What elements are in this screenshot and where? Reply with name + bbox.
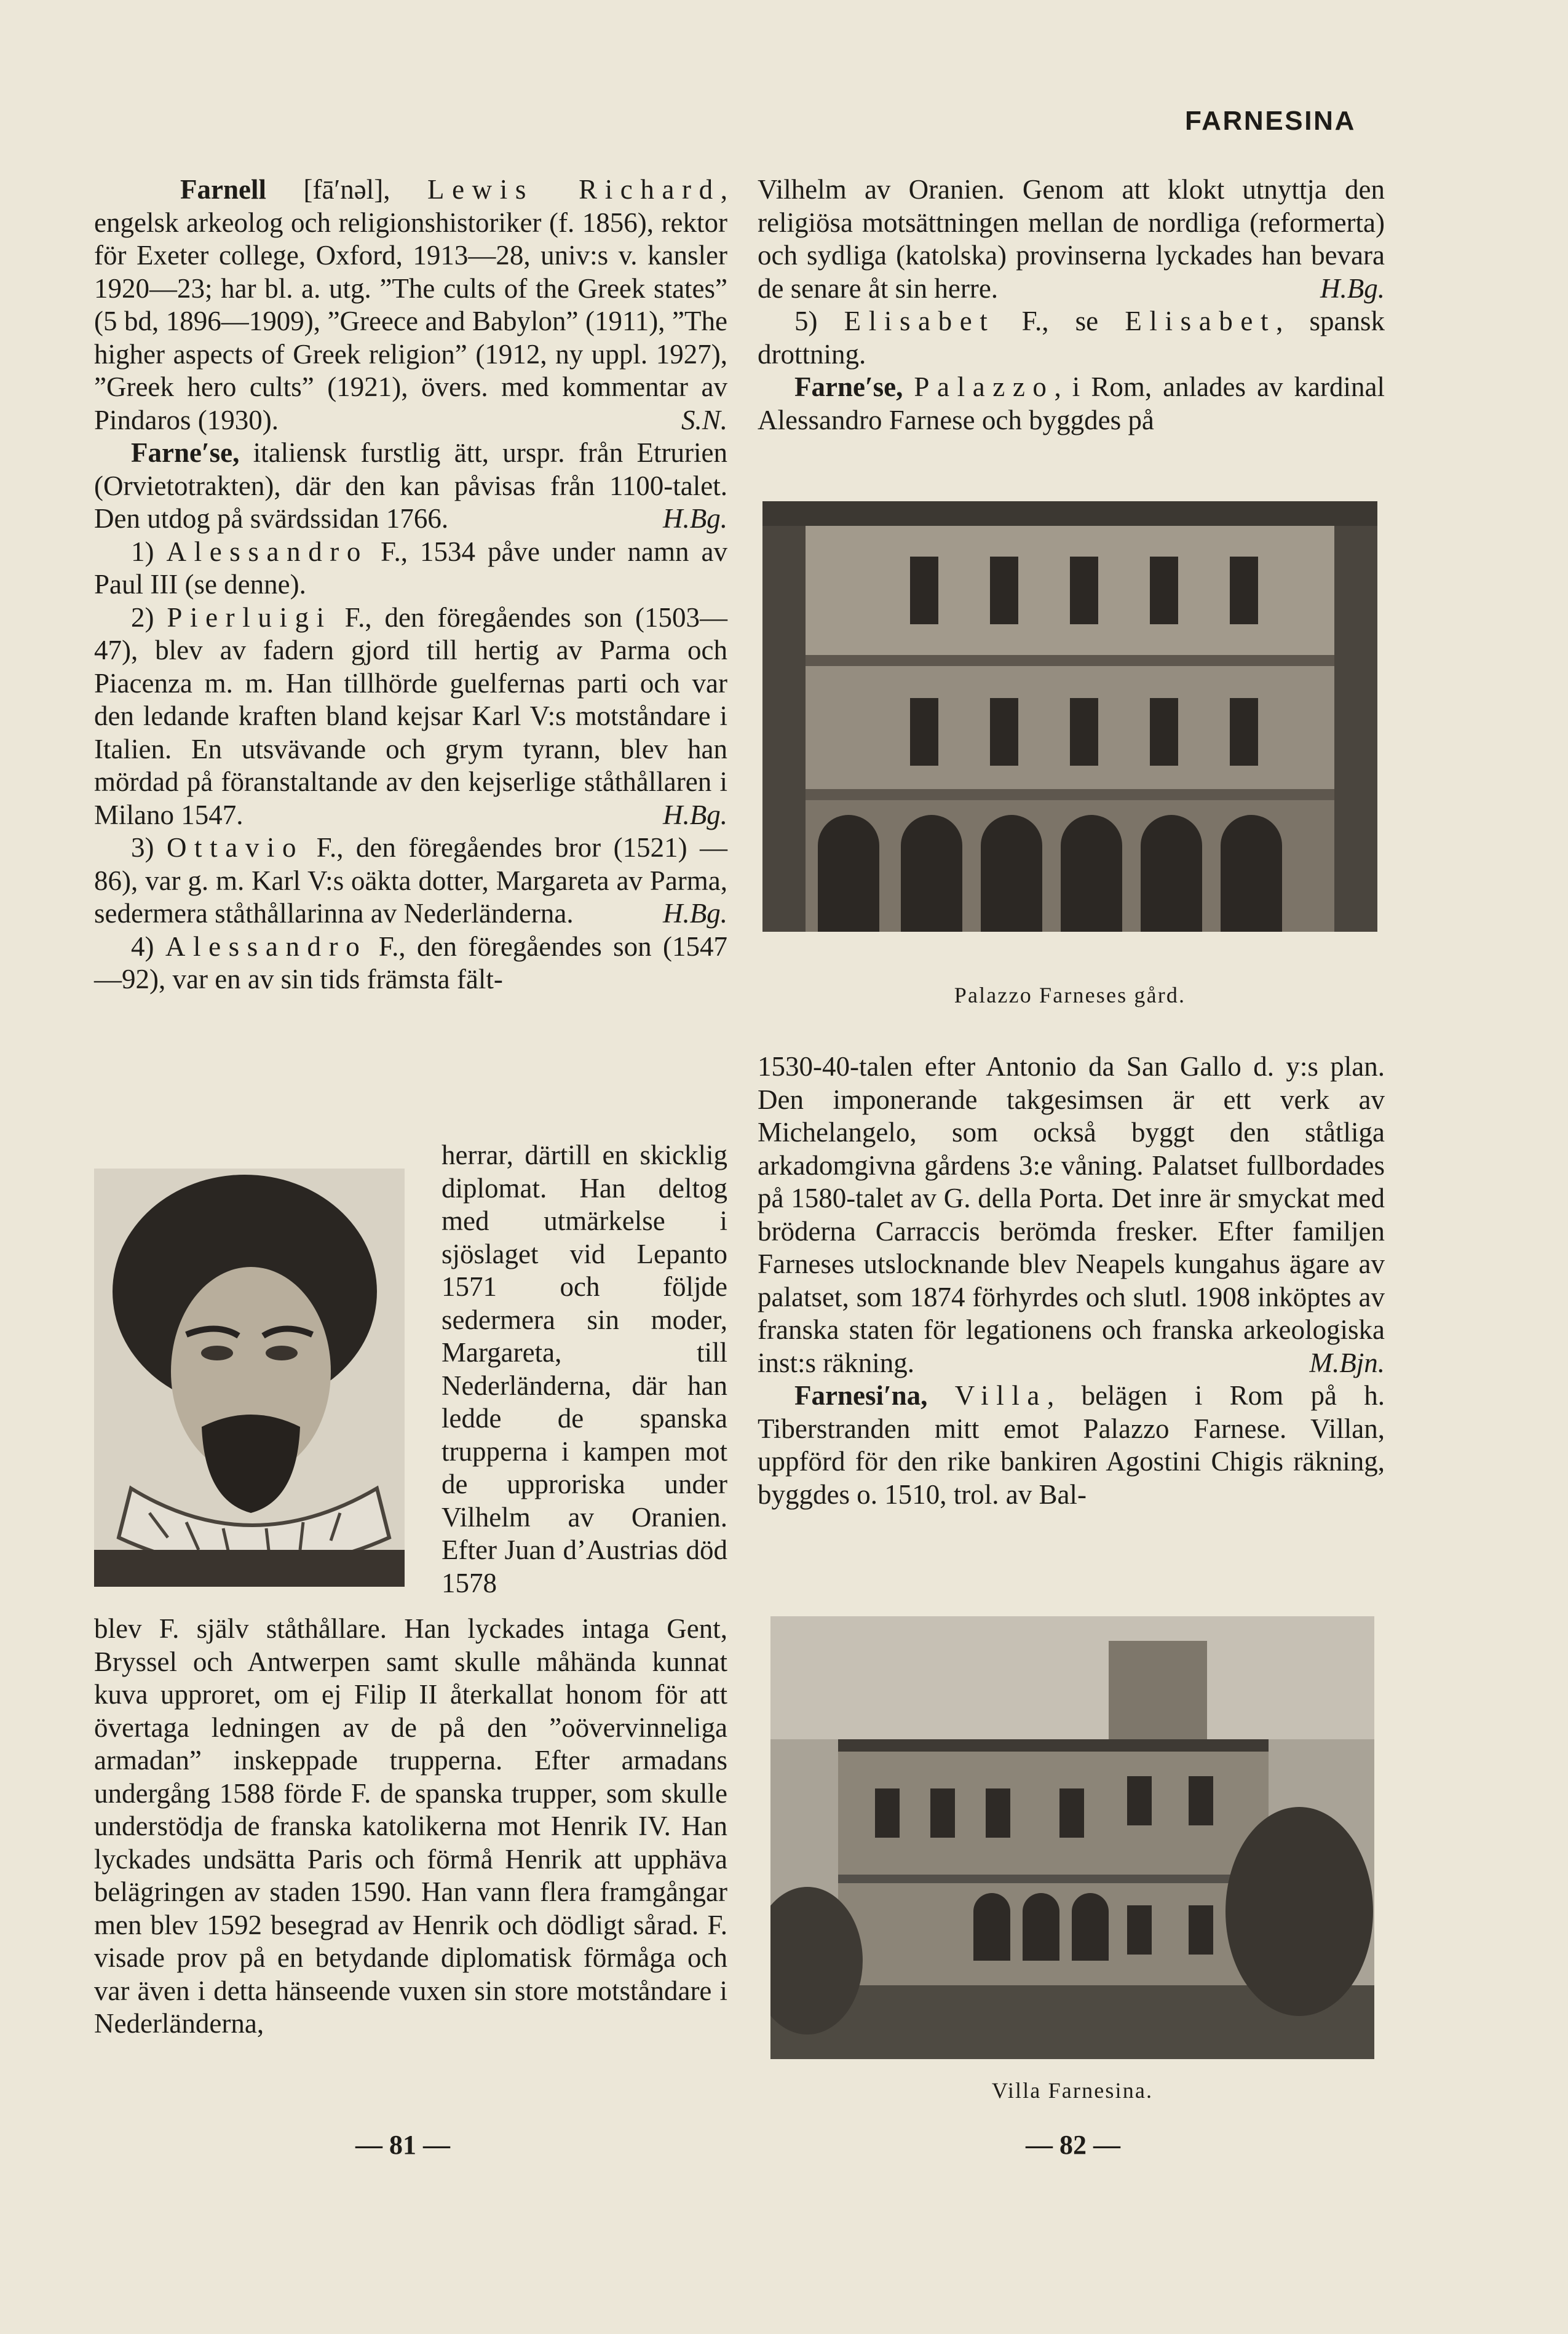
entry-text: Vilhelm av Oranien. Genom att klokt utnyttja den religiösa motsättningen mellan de nordliga (reformerta) och sydliga (katolska) provinserna lyckades han bevara de senare åt sin herre. <box>758 174 1385 304</box>
pronunciation: [fā′nəl], <box>266 174 427 205</box>
page-number-right: — 82 — <box>1026 2130 1120 2160</box>
left-column-wrap <box>441 1139 727 1600</box>
subentry-number: 2) <box>131 601 167 633</box>
subentry-number: 4) <box>131 931 165 962</box>
caption-villa: Villa Farnesina. <box>991 2078 1154 2103</box>
entry-text: 1530-40-talen efter Antonio da San Gallo d. y:s plan. Den imponerande takgesimsen är ett verk av Michelangelo, som också byggt den ståtliga arkadomgivna gårdens 3:e våning. Palatset fullbordades på 1580-talet av G. della Porta. Det inre är smyckat med bröderna Carraccis berömda fresker. Efter familjen Farneses utslocknande blev Neapels kungahus ägare av palatset, som 1874 förhyrdes och slutl. 1908 inköptes av franska staten för legationens och franska arkeologiska inst:s räkning. <box>758 1051 1385 1378</box>
entry-headword: Farne′se, <box>131 437 240 468</box>
person-name: Elisabet <box>844 306 996 336</box>
page-number-left: — 81 — <box>355 2130 450 2160</box>
entry-text: F., den föregåendes bror (1521) —86), var g. m. Karl V:s oäkta dotter, Margareta av Parma, sedermera ståthållarinna av Nederländerna. <box>94 832 727 929</box>
person-name: Ottavio <box>166 832 304 863</box>
entry-farnese-family <box>94 437 727 536</box>
subentry-pierluigi <box>94 601 727 832</box>
entry-text: , engelsk arkeolog och religionshistoriker (f. 1856), rektor för Exeter college, Oxford, 1913—28, univ:s v. kansler 1920—23; har bl. a. utg. ”The cults of the Greek states” (5 bd, 1896—1909), ”Greece and Babylon” (1911), ”The higher aspects of Greek religion” (1912, ny uppl. 1927), ”Greek hero cults” (1921), övers. med kommentar av Pindaros (1930). <box>94 174 727 435</box>
entry-text: F., den föregåendes son (1547—92), var en av sin tids främsta fält- <box>94 931 727 994</box>
caption-palazzo: Palazzo Farneses gård. <box>954 983 1186 1007</box>
person-name: Alessandro <box>166 536 368 567</box>
entry-text: italiensk furstlig ätt, urspr. från Etrurien (Orvietotrakten), där den kan påvisas från 1100-talet. Den utdog på svärdssidan 1766. <box>94 437 727 534</box>
photo-villa-farnesina <box>770 1616 1374 2059</box>
portrait-alessandro-farnese <box>94 1169 405 1587</box>
entry-text: F., se <box>995 306 1125 336</box>
subentry-number: 5) <box>794 306 844 336</box>
signature: H.Bg. <box>663 898 727 929</box>
subentry-elisabet <box>758 305 1385 371</box>
entry-text: blev F. själv ståthållare. Han lyckades intaga Gent, Bryssel och Antwerpen samt skulle måhända kunnat kuva upproret, om ej Filip II återkallat honom för att övertaga ledningen av de på den ”oövervinneliga armadan” inskeppade trupperna. Efter armadans undergång 1588 förde F. de spanska trupper, som skulle understödja de franska katolikerna mot Henrik IV. Han lyckades undsätta Paris och förmå Henrik att upphäva belägringen av staden 1590. Han vann flera framgångar men blev 1592 besegrad av Henrik och dödligt sårad. F. visade prov på en betydande diplomatisk förmåga och var även i detta hänseende vuxen sin store motståndare i Nederländerna, <box>94 1613 727 2039</box>
subentry-number: 1) <box>131 536 167 567</box>
entry-headword: Farnesi′na, <box>794 1380 928 1411</box>
subentry-alessandro-general <box>94 931 727 996</box>
entry-palazzo-farnese <box>758 371 1385 437</box>
entry-text: , i Rom, anlades av kardinal Alessandro Farnese och byggdes på <box>758 371 1385 435</box>
left-column-bottom <box>94 1613 727 2041</box>
left-column-top <box>94 173 727 996</box>
right-column-middle <box>758 1050 1385 1511</box>
person-name: Alessandro <box>165 931 368 962</box>
villa-illustration <box>770 1616 1374 2059</box>
entry-text: herrar, därtill en skicklig diplomat. Han deltog med utmärkelse i sjöslaget vid Lepanto 1571 och följde sedermera sin moder, Margareta, till Nederländerna, där han ledde de spanska trupperna i kampen mot de upproriska under Vilhelm av Oranien. Efter Juan d’Austrias död 1578 <box>441 1140 727 1598</box>
entry-text: F., 1534 påve under namn av Paul III (se denne). <box>94 536 727 600</box>
person-name: Pierluigi <box>167 601 332 633</box>
entry-text: , belägen i Rom på h. Tiberstranden mitt emot Palazzo Farnese. Villan, uppförd för den rike bankiren Agostini Chigis räkning, byggdes o. 1510, trol. av Bal- <box>758 1380 1385 1510</box>
entry-farnell <box>94 173 727 437</box>
entry-villa-farnesina <box>758 1379 1385 1511</box>
person-name: Lewis Richard <box>427 174 721 205</box>
subentry-ottavio <box>94 832 727 931</box>
signature: M.Bjn. <box>1309 1347 1385 1378</box>
place-name: Villa <box>954 1380 1048 1411</box>
running-header: FARNESINA <box>1184 106 1356 136</box>
entry-text: , spansk drottning. <box>758 306 1385 370</box>
entry-headword: Farnell <box>180 174 266 205</box>
signature: H.Bg. <box>663 503 727 534</box>
signature: H.Bg. <box>663 799 727 830</box>
subentry-number: 3) <box>131 832 167 863</box>
portrait-engraving <box>94 1169 405 1587</box>
subentry-alessandro-pope <box>94 536 727 601</box>
right-column-top <box>758 173 1385 437</box>
signature: H.Bg. <box>1320 272 1385 304</box>
photo-palazzo-courtyard <box>762 501 1377 932</box>
place-name: Palazzo <box>914 371 1055 402</box>
courtyard-illustration <box>762 501 1377 932</box>
entry-continuation <box>758 173 1385 305</box>
cross-reference: Elisabet <box>1125 306 1277 336</box>
entry-text: F., den föregåendes son (1503—47), blev av fadern gjord till hertig av Parma och Piacenza m. m. Han tillhörde guelfernas parti och var den ledande kraften bland kejsar Karl V:s motståndare i Italien. En utsvävande och grym tyrann, blev han mördad på föranstaltande av den kejserlige ståthållaren i Milano 1547. <box>94 601 727 830</box>
signature: S.N. <box>681 404 727 435</box>
entry-headword: Farne′se, <box>794 371 903 402</box>
entry-continuation <box>758 1050 1385 1379</box>
